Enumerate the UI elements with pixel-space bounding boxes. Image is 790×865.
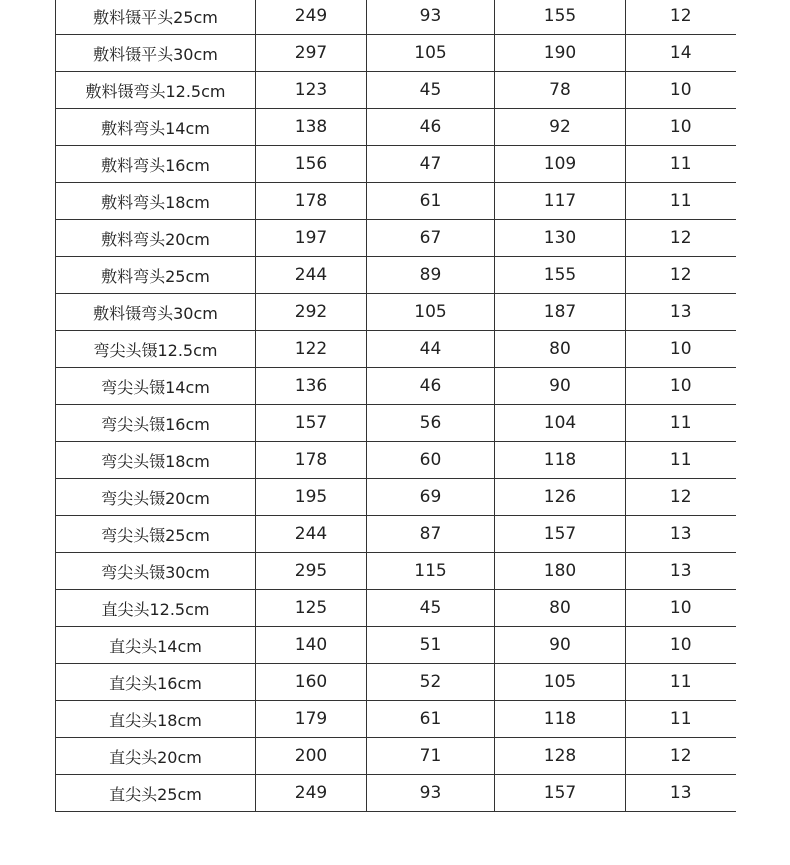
value-cell-4: 11 (626, 701, 736, 738)
value-cell-4: 13 (626, 294, 736, 331)
value-cell-3: 180 (495, 553, 626, 590)
spec-table (55, 0, 736, 812)
value-cell-4: 10 (626, 331, 736, 368)
value-cell-3: 80 (495, 590, 626, 627)
value-cell-1: 197 (256, 220, 367, 257)
value-cell-1: 179 (256, 701, 367, 738)
value-cell-4: 11 (626, 146, 736, 183)
value-cell-1: 156 (256, 146, 367, 183)
product-name-cell: 弯尖头镊18cm (56, 442, 256, 479)
value-cell-1: 123 (256, 72, 367, 109)
value-cell-4: 13 (626, 553, 736, 590)
table-row (56, 72, 736, 109)
value-cell-3: 190 (495, 35, 626, 72)
value-cell-2: 115 (367, 553, 495, 590)
value-cell-2: 46 (367, 109, 495, 146)
product-name-cell: 弯尖头镊16cm (56, 405, 256, 442)
value-cell-2: 93 (367, 0, 495, 35)
table-row (56, 220, 736, 257)
value-cell-2: 71 (367, 738, 495, 775)
table-row (56, 405, 736, 442)
value-cell-3: 155 (495, 257, 626, 294)
value-cell-2: 60 (367, 442, 495, 479)
value-cell-2: 52 (367, 664, 495, 701)
value-cell-1: 138 (256, 109, 367, 146)
product-name-cell: 弯尖头镊14cm (56, 368, 256, 405)
product-name-cell: 敷料镊弯头30cm (56, 294, 256, 331)
value-cell-1: 295 (256, 553, 367, 590)
value-cell-3: 104 (495, 405, 626, 442)
value-cell-4: 13 (626, 516, 736, 553)
table-row (56, 368, 736, 405)
value-cell-4: 12 (626, 479, 736, 516)
value-cell-1: 136 (256, 368, 367, 405)
value-cell-4: 12 (626, 0, 736, 35)
table-row (56, 146, 736, 183)
value-cell-2: 44 (367, 331, 495, 368)
value-cell-1: 249 (256, 0, 367, 35)
table-row (56, 479, 736, 516)
value-cell-4: 11 (626, 183, 736, 220)
value-cell-2: 51 (367, 627, 495, 664)
value-cell-3: 90 (495, 368, 626, 405)
product-name-cell: 敷料镊平头25cm (56, 0, 256, 35)
value-cell-1: 292 (256, 294, 367, 331)
product-name-cell: 直尖头25cm (56, 775, 256, 812)
value-cell-2: 89 (367, 257, 495, 294)
product-name-cell: 弯尖头镊12.5cm (56, 331, 256, 368)
value-cell-1: 244 (256, 516, 367, 553)
value-cell-2: 69 (367, 479, 495, 516)
value-cell-4: 10 (626, 590, 736, 627)
value-cell-3: 128 (495, 738, 626, 775)
table-row (56, 701, 736, 738)
value-cell-1: 157 (256, 405, 367, 442)
table-row (56, 553, 736, 590)
value-cell-3: 80 (495, 331, 626, 368)
value-cell-3: 126 (495, 479, 626, 516)
value-cell-3: 90 (495, 627, 626, 664)
table-row (56, 516, 736, 553)
product-name-cell: 敷料镊平头30cm (56, 35, 256, 72)
value-cell-2: 46 (367, 368, 495, 405)
table-body (56, 0, 736, 812)
value-cell-3: 130 (495, 220, 626, 257)
value-cell-2: 87 (367, 516, 495, 553)
table-row (56, 775, 736, 812)
value-cell-4: 11 (626, 405, 736, 442)
product-name-cell: 敷料弯头25cm (56, 257, 256, 294)
product-name-cell: 直尖头18cm (56, 701, 256, 738)
value-cell-1: 249 (256, 775, 367, 812)
table-row (56, 257, 736, 294)
value-cell-2: 61 (367, 183, 495, 220)
value-cell-3: 118 (495, 701, 626, 738)
value-cell-1: 122 (256, 331, 367, 368)
table-row (56, 627, 736, 664)
table-row (56, 109, 736, 146)
product-name-cell: 弯尖头镊20cm (56, 479, 256, 516)
value-cell-1: 178 (256, 183, 367, 220)
product-name-cell: 直尖头12.5cm (56, 590, 256, 627)
table-row (56, 294, 736, 331)
table-row (56, 590, 736, 627)
table-row (56, 664, 736, 701)
table-row (56, 0, 736, 35)
value-cell-2: 45 (367, 590, 495, 627)
value-cell-3: 117 (495, 183, 626, 220)
table-row (56, 442, 736, 479)
value-cell-2: 47 (367, 146, 495, 183)
value-cell-4: 11 (626, 664, 736, 701)
table-row (56, 183, 736, 220)
value-cell-3: 157 (495, 775, 626, 812)
value-cell-4: 10 (626, 109, 736, 146)
value-cell-4: 12 (626, 220, 736, 257)
value-cell-2: 61 (367, 701, 495, 738)
value-cell-2: 93 (367, 775, 495, 812)
product-name-cell: 敷料弯头16cm (56, 146, 256, 183)
product-name-cell: 弯尖头镊30cm (56, 553, 256, 590)
value-cell-4: 10 (626, 368, 736, 405)
value-cell-4: 12 (626, 257, 736, 294)
value-cell-1: 244 (256, 257, 367, 294)
value-cell-4: 10 (626, 627, 736, 664)
value-cell-1: 200 (256, 738, 367, 775)
value-cell-3: 157 (495, 516, 626, 553)
product-name-cell: 直尖头14cm (56, 627, 256, 664)
value-cell-3: 105 (495, 664, 626, 701)
value-cell-3: 118 (495, 442, 626, 479)
value-cell-3: 92 (495, 109, 626, 146)
table-row (56, 331, 736, 368)
product-name-cell: 敷料镊弯头12.5cm (56, 72, 256, 109)
value-cell-4: 11 (626, 442, 736, 479)
product-name-cell: 敷料弯头14cm (56, 109, 256, 146)
product-name-cell: 直尖头20cm (56, 738, 256, 775)
value-cell-4: 10 (626, 72, 736, 109)
value-cell-1: 125 (256, 590, 367, 627)
value-cell-3: 78 (495, 72, 626, 109)
value-cell-1: 140 (256, 627, 367, 664)
value-cell-2: 56 (367, 405, 495, 442)
value-cell-2: 45 (367, 72, 495, 109)
value-cell-3: 155 (495, 0, 626, 35)
value-cell-1: 195 (256, 479, 367, 516)
table-row (56, 738, 736, 775)
value-cell-3: 109 (495, 146, 626, 183)
value-cell-2: 67 (367, 220, 495, 257)
product-name-cell: 直尖头16cm (56, 664, 256, 701)
value-cell-2: 105 (367, 294, 495, 331)
table-row (56, 35, 736, 72)
value-cell-4: 13 (626, 775, 736, 812)
value-cell-4: 12 (626, 738, 736, 775)
product-name-cell: 敷料弯头20cm (56, 220, 256, 257)
value-cell-1: 160 (256, 664, 367, 701)
product-name-cell: 敷料弯头18cm (56, 183, 256, 220)
value-cell-3: 187 (495, 294, 626, 331)
product-name-cell: 弯尖头镊25cm (56, 516, 256, 553)
value-cell-1: 297 (256, 35, 367, 72)
value-cell-4: 14 (626, 35, 736, 72)
value-cell-1: 178 (256, 442, 367, 479)
value-cell-2: 105 (367, 35, 495, 72)
